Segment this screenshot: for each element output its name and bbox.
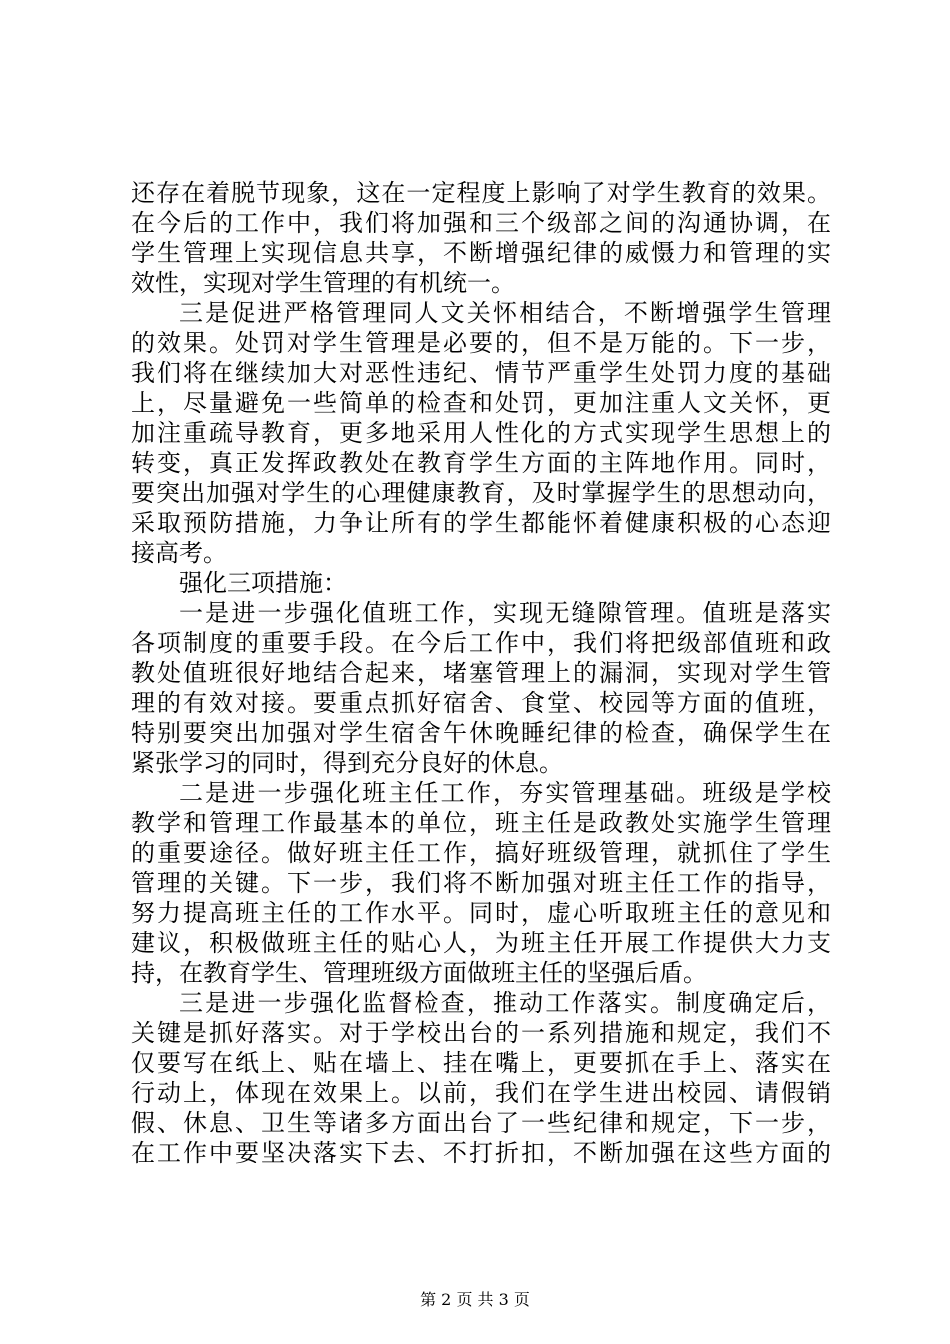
document-body: [131, 178, 831, 1168]
text-line: 行动上，体现在效果上。以前，我们在学生进出校园、请假销: [131, 1079, 831, 1107]
text-line: 在工作中要坚决落实下去、不打折扣，不断加强在这些方面的: [131, 1139, 831, 1167]
text-line: 各项制度的重要手段。在今后工作中，我们将把级部值班和政: [131, 629, 831, 657]
page-footer: 第 2 页 共 3 页: [420, 1290, 530, 1309]
text-line: 建议，积极做班主任的贴心人，为班主任开展工作提供大力支: [131, 929, 831, 957]
text-line: 转变，真正发挥政教处在教育学生方面的主阵地作用。同时，: [131, 449, 831, 477]
text-line: 教学和管理工作最基本的单位，班主任是政教处实施学生管理: [131, 809, 831, 837]
text-line: 采取预防措施，力争让所有的学生都能怀着健康积极的心态迎: [131, 509, 831, 537]
text-line: 还存在着脱节现象，这在一定程度上影响了对学生教育的效果。: [131, 179, 831, 207]
text-line: 加注重疏导教育，更多地采用人性化的方式实现学生思想上的: [131, 419, 831, 447]
text-line: 强化三项措施：: [179, 569, 347, 597]
text-line: 接高考。: [131, 539, 227, 567]
text-line: 理的有效对接。要重点抓好宿舍、食堂、校园等方面的值班，: [131, 689, 831, 717]
text-line: 在今后的工作中，我们将加强和三个级部之间的沟通协调，在: [131, 209, 831, 237]
text-line: 的重要途径。做好班主任工作，搞好班级管理，就抓住了学生: [131, 839, 831, 867]
text-line: 一是进一步强化值班工作，实现无缝隙管理。值班是落实: [179, 599, 831, 627]
text-line: 我们将在继续加大对恶性违纪、情节严重学生处罚力度的基础: [131, 359, 831, 387]
text-line: 持，在教育学生、管理班级方面做班主任的坚强后盾。: [131, 959, 707, 987]
text-line: 教处值班很好地结合起来，堵塞管理上的漏洞，实现对学生管: [131, 659, 831, 687]
text-line: 努力提高班主任的工作水平。同时，虚心听取班主任的意见和: [131, 899, 831, 927]
text-line: 要突出加强对学生的心理健康教育，及时掌握学生的思想动向，: [131, 479, 831, 507]
text-line: 假、休息、卫生等诸多方面出台了一些纪律和规定，下一步，: [131, 1109, 831, 1137]
text-line: 三是进一步强化监督检查，推动工作落实。制度确定后，: [179, 989, 831, 1017]
text-line: 学生管理上实现信息共享，不断增强纪律的威慑力和管理的实: [131, 239, 831, 267]
text-line: 特别要突出加强对学生宿舍午休晚睡纪律的检查，确保学生在: [131, 719, 831, 747]
text-line: 管理的关键。下一步，我们将不断加强对班主任工作的指导，: [131, 869, 831, 897]
text-line: 上，尽量避免一些简单的检查和处罚，更加注重人文关怀，更: [131, 389, 831, 417]
text-line: 的效果。处罚对学生管理是必要的，但不是万能的。下一步，: [131, 329, 831, 357]
text-line: 仅要写在纸上、贴在墙上、挂在嘴上，更要抓在手上、落实在: [131, 1049, 831, 1077]
text-line: 紧张学习的同时，得到充分良好的休息。: [131, 749, 563, 777]
text-line: 三是促进严格管理同人文关怀相结合，不断增强学生管理: [179, 299, 831, 327]
text-line: 关键是抓好落实。对于学校出台的一系列措施和规定，我们不: [131, 1019, 831, 1047]
text-line: 效性，实现对学生管理的有机统一。: [131, 269, 515, 297]
text-line: 二是进一步强化班主任工作，夯实管理基础。班级是学校: [179, 779, 831, 807]
